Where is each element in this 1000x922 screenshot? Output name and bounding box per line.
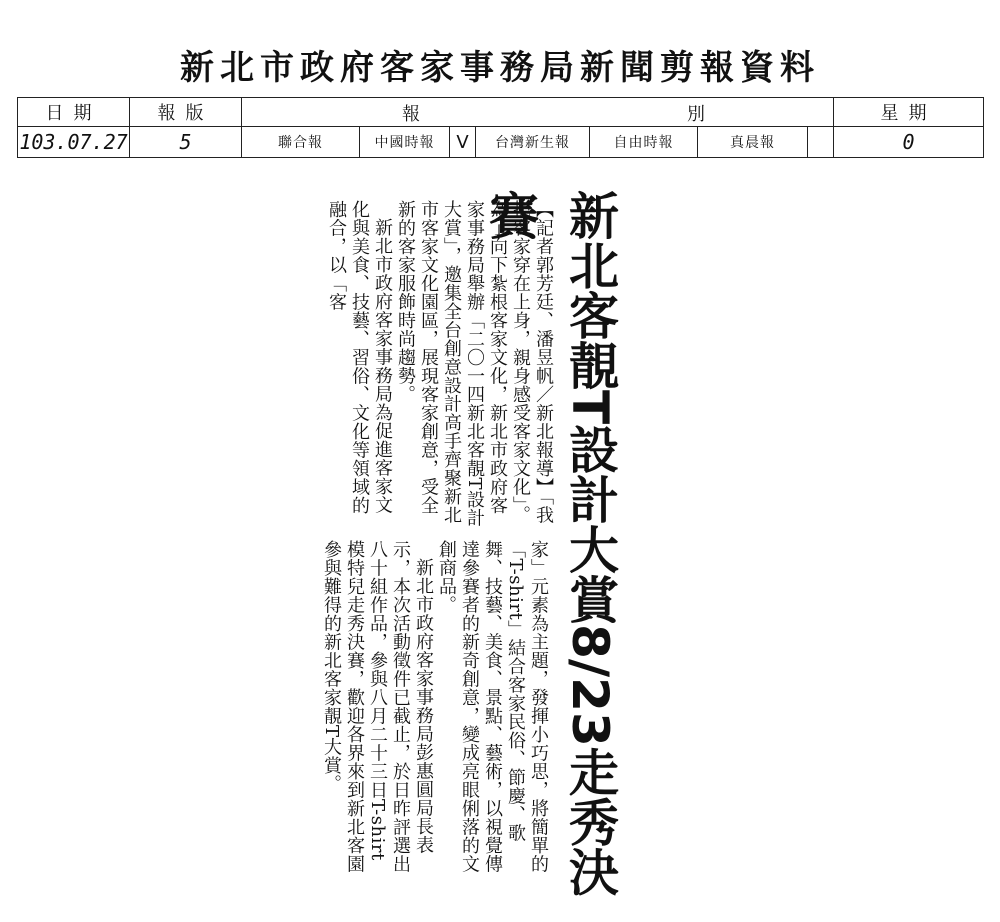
article-para3: 新北市政府客家事務局彭惠圓局長表示，本次活動徵件已截止，於日昨評選出八十組作品，參與八月二十三日T-shirt模特兒走秀決賽，歡迎各界來到新北客園參與難得的新北客家靚T大賞。 bbox=[321, 540, 434, 873]
article-lead: 【記者郭芳廷、潘昱帆／新北報導】「我把客家穿在上身，親身感受客家文化」。為了向下紮根客家文化，新北市政府客家事務局舉辦「二〇一四新北客靚T設計大賞」，邀集全台創意設計高手齊聚新北市客家文化園區，展現客家創意，受全新的客家服飾時尚趨勢。 bbox=[395, 200, 554, 528]
date-header: 日期 bbox=[18, 98, 130, 127]
date-value: 103.07.27 bbox=[18, 127, 130, 158]
paper-taiwan-shin-sheng: 台灣新生報 bbox=[476, 127, 590, 158]
paper-header-right: 別 bbox=[687, 104, 705, 125]
edition-value: 5 bbox=[130, 127, 242, 158]
check-mark: V bbox=[450, 127, 476, 158]
paper-china-times: 中國時報 bbox=[360, 127, 450, 158]
paper-united-daily: 聯合報 bbox=[242, 127, 360, 158]
paper-zhen-chen: 真晨報 bbox=[698, 127, 808, 158]
article-para2-end: 家」元素為主題，發揮小巧思，將簡單的「T-shirt」結合客家民俗、節慶、歌舞、技藝、美食、景點、藝術，以視覺傳達參賽者的新奇創意，變成亮眼俐落的文創商品。 bbox=[436, 540, 549, 873]
article-column-top bbox=[326, 200, 555, 530]
paper-header bbox=[242, 98, 834, 127]
article-para2-start: 新北市政府客家事務局為促進客家文化與美食、技藝、習俗、文化等領域的融合，以「客 bbox=[326, 200, 393, 515]
article-headline: 新北客靚T設計大賞8/23走秀決賽 bbox=[481, 190, 619, 897]
edition-header: 報版 bbox=[130, 98, 242, 127]
paper-header-left: 報 bbox=[402, 104, 420, 125]
article-column-bottom bbox=[321, 540, 550, 875]
page-title: 新北市政府客家事務局新聞剪報資料 bbox=[180, 48, 820, 88]
clipping-info-table bbox=[17, 97, 984, 158]
empty-cell bbox=[808, 127, 834, 158]
weekday-header: 星期 bbox=[834, 98, 984, 127]
paper-liberty-times: 自由時報 bbox=[590, 127, 698, 158]
weekday-value: 0 bbox=[834, 127, 984, 158]
